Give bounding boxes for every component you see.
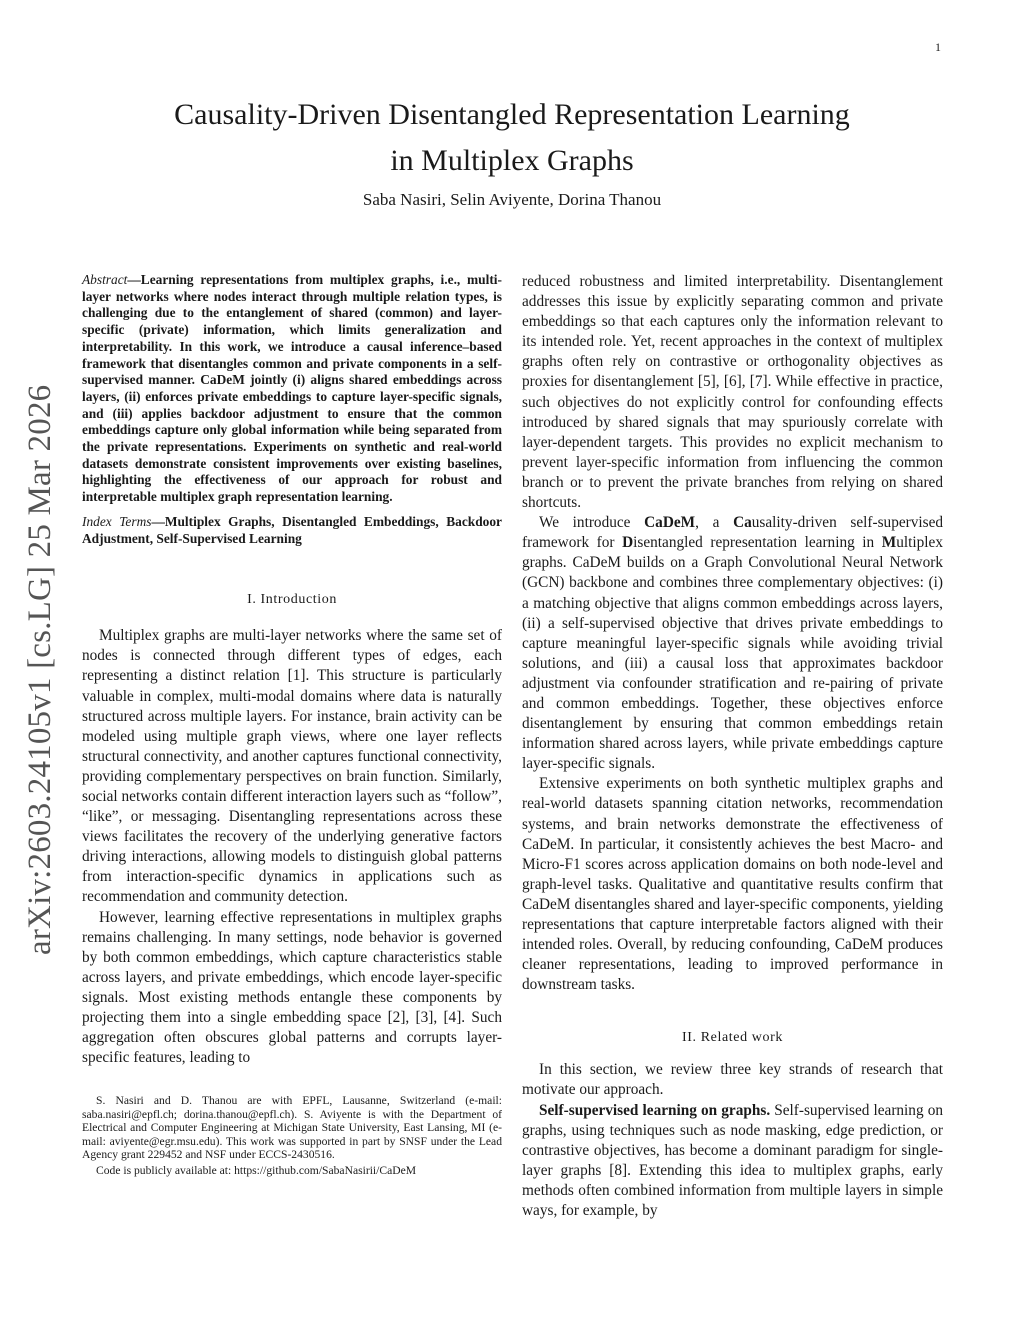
intro-paragraph-3: reduced robustness and limited interpretability. Disentanglement addresses this issue by explicitly separating common and private embeddings so that each captures only the information relevant to its intended role. Yet, recent approaches in the context of multiplex graphs often rely on contrastive or orthogonality objectives as proxies for disentanglement [5], [6], [7]. While effective in practice, such objectives do not explicitly control for confounding effects introduced by shared signals that may spuriously correlate with layer-dependent targets. This provides no explicit mechanism to prevent layer-specific information from influencing the common branch or to prevent the private branches from relying on shared shortcuts. <box>522 273 943 512</box>
abstract-text: —Learning representations from multiplex graphs, i.e., multi-layer networks where nodes interact through multiple relation types, is challenging due to the entanglement of shared (common) and layer-specific (private) information, which limits generalization and interpretability. In this work, we introduce a causal inference–based framework that disentangles common and private components in a self-supervised manner. CaDeM jointly (i) aligns shared embeddings across layers, (ii) enforces private embeddings to capture layer-specific signals, and (iii) applies backdoor adjustment to ensure that the common embeddings capture only global information while being separated from the private representations. Experiments on synthetic and real-world datasets demonstrate consistent improvements over existing baselines, highlighting the effectiveness of our approach for robust and interpretable multiplex graph representation learning. <box>82 272 502 505</box>
ssl-text: Self-supervised learning on graphs, using techniques such as node masking, edge prediction, or contrastive objectives, has become a dominant paradigm for single-layer graphs [8]. Extending this idea to multiplex graphs, early methods often combined information from multiple layers in simple ways, for example, by <box>522 1101 943 1220</box>
cadem-text-usality: usality-driven self-supervised framework for <box>522 514 944 552</box>
related-work-intro: In this section, we review three key strands of research that motivate our approach. <box>522 1061 943 1099</box>
cadem-text-before: We introduce <box>539 514 645 532</box>
title-line-1: Causality-Driven Disentangled Representation Learning <box>174 98 850 131</box>
abstract-label: Abstract <box>82 272 128 287</box>
left-column <box>82 272 502 1177</box>
index-terms-label: Index Terms <box>82 513 152 529</box>
cadem-acronym-m: M <box>881 534 897 552</box>
cadem-text-isentangled: isentangled representation learning in <box>633 534 882 552</box>
index-terms-text: —Multiplex Graphs, Disentangled Embeddings, Backdoor Adjustment, Self-Supervised Learning <box>82 513 502 546</box>
section-heading-related-work: II. Related work <box>682 1030 783 1046</box>
cadem-introduction-paragraph <box>522 513 943 774</box>
cadem-name: CaDeM <box>644 514 696 532</box>
affiliation-footnote: S. Nasiri and D. Thanou are with EPFL, Lausanne, Switzerland (e-mail: saba.nasiri@epfl.ch; dorina.thanou@epfl.ch). S. Aviyente is with the Department of Electrical and Computer Engineering at Michigan State University, East Lansing, MI (e-mail: aviyente@egr.msu.edu). This work was supported in part by SNSF under the Lead Agency grant 229452 and NSF under ECCS-2430516. <box>82 1094 502 1162</box>
cadem-acronym-d: D <box>622 534 634 552</box>
footnotes <box>82 1094 502 1177</box>
ssl-lead: Self-supervised learning on graphs. <box>539 1101 771 1119</box>
ssl-paragraph <box>522 1101 943 1222</box>
code-availability-footnote: Code is publicly available at: https://github.com/SabaNasirii/CaDeM <box>96 1163 417 1177</box>
page-number: 1 <box>935 40 941 54</box>
arxiv-identifier: arXiv:2603.24105v1 [cs.LG] 25 Mar 2026 <box>22 384 58 955</box>
intro-paragraph-5: Extensive experiments on both synthetic multiplex graphs and real-world datasets spanning citation networks, recommendation systems, and brain networks demonstrate the effectiveness of CaDeM. In particular, it consistently achieves the best Macro- and Micro-F1 scores across application domains on both node-level and graph-level tasks. Qualitative and quantitative results confirm that CaDeM disentangles shared and layer-specific components, yielding representations that capture interpretable factors aligned with their intended roles. Overall, by reducing confounding, CaDeM produces cleaner representations, leading to improved performance in downstream tasks. <box>522 775 943 994</box>
abstract <box>82 272 502 506</box>
section-heading-introduction: I. Introduction <box>247 592 337 608</box>
right-column <box>522 272 943 1221</box>
intro-paragraph-2: However, learning effective representations in multiplex graphs remains challenging. In many settings, node behavior is governed by both common embeddings, which capture characteristics stable across layers, and private embeddings, which encode layer-specific signals. Most existing methods entangle these components by projecting them into a single embedding space [2], [3], [4]. Such aggregation often obscures global patterns and corrupts layer-specific features, leading to <box>82 908 502 1067</box>
cadem-acronym-ca: Ca <box>733 514 752 532</box>
paper-title <box>160 92 864 184</box>
cadem-text-rest: ultiplex graphs. CaDeM builds on a Graph Convolutional Neural Network (GCN) backbone and combines three complementary objectives: (i) a matching objective that aligns common embeddings across layers, (ii) a self-supervised objective that drives private embeddings to capture meaningful layer-specific signals while avoiding trivial solutions, and (iii) a causal loss that approximates backdoor adjustment via confounder stratification and re-pairing of private and common embeddings. Together, these objectives enforce disentanglement by ensuring that common embeddings retain information shared across layers, while private embeddings capture layer-specific signals. <box>522 534 943 773</box>
title-line-2: in Multiplex Graphs <box>390 144 634 177</box>
author-list: Saba Nasiri, Selin Aviyente, Dorina Thanou <box>362 190 662 209</box>
index-terms <box>82 514 502 547</box>
cadem-text-comma: , a <box>695 514 734 532</box>
intro-paragraph-1: Multiplex graphs are multi-layer networks where the same set of nodes is connected through different types of edges, each representing a distinct relation [1]. This structure is particularly valuable in complex, multi-modal domains where data is naturally structured across multiple layers. For instance, brain activity can be modeled using multiple graph views, where one layer reflects structural connectivity, and another captures functional connectivity, providing complementary perspectives on brain function. Similarly, social networks contain different interaction layers such as “follow”, “like”, or messaging. Disentangling representations across these views facilitates the recovery of the underlying generative factors driving interactions, allowing models to distinguish global patterns from interaction-specific dynamics in applications such as recommendation and community detection. <box>82 627 502 906</box>
